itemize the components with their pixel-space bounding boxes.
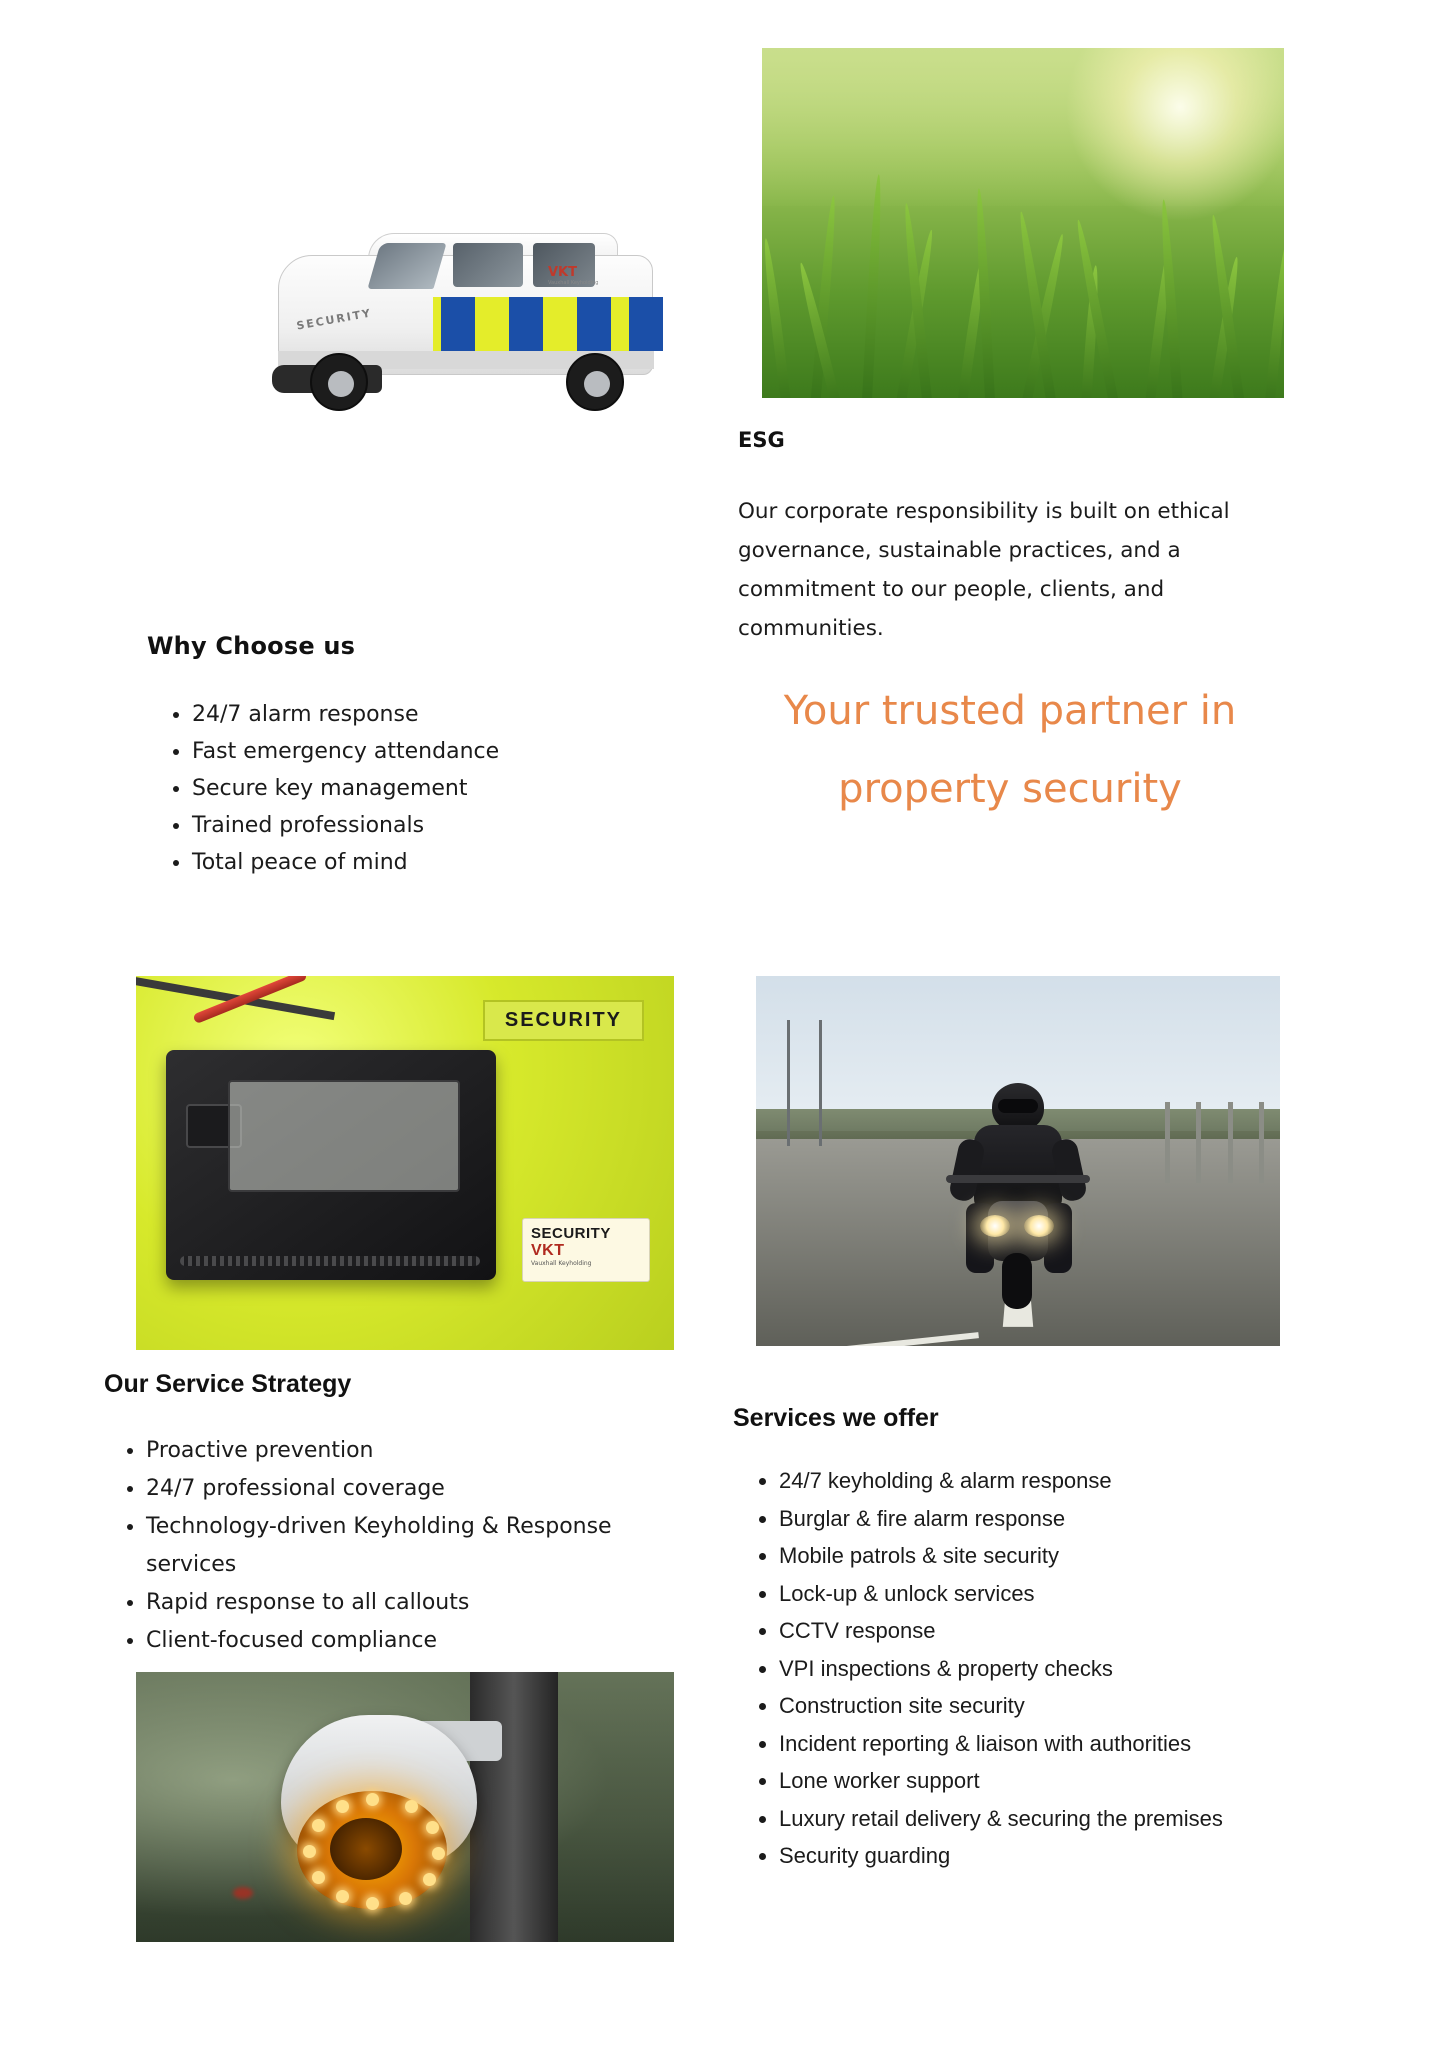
- motorbike-rider: [940, 1083, 1096, 1313]
- list-item: • Client-focused compliance: [146, 1622, 692, 1660]
- camera-lens: [330, 1818, 402, 1880]
- list-item: • Rapid response to all callouts: [146, 1584, 692, 1622]
- van-logo: [548, 265, 598, 286]
- why-choose-us-list: [158, 696, 588, 881]
- rider-right-leg: [1044, 1203, 1072, 1273]
- headlight-left: [980, 1215, 1010, 1237]
- rider-torso: [974, 1125, 1062, 1211]
- esg-body-text: Our corporate responsibility is built on ethical governance, sustainable practices, and a commitment to our people, clients, and communities.: [738, 499, 1230, 641]
- van-windscreen: [367, 243, 446, 289]
- van-logo-text: VKT: [548, 265, 578, 280]
- helmet-visor: [998, 1099, 1038, 1113]
- van-livery-blue-blocks: [433, 297, 655, 351]
- list-item: • CCTV response: [779, 1612, 1345, 1650]
- service-strategy-heading: Our Service Strategy: [104, 1370, 352, 1398]
- service-strategy-list: [112, 1432, 692, 1660]
- van-rear-wheel: [566, 353, 624, 411]
- front-wheel: [1002, 1253, 1032, 1309]
- list-item: • 24/7 alarm response: [192, 696, 588, 733]
- grass-field-photo: [762, 48, 1284, 398]
- list-item: • Proactive prevention: [146, 1432, 692, 1470]
- list-item: • Trained professionals: [192, 807, 588, 844]
- list-item: • Mobile patrols & site security: [779, 1537, 1345, 1575]
- tagline-text: Your trusted partner in property security: [783, 688, 1237, 812]
- lens-flare-spot: [233, 1887, 253, 1899]
- list-item: • Technology-driven Keyholding & Response services: [146, 1508, 692, 1584]
- list-item: • 24/7 keyholding & alarm response: [779, 1462, 1345, 1500]
- id-card-line-1: SECURITY: [531, 1225, 611, 1242]
- id-card-line-2: VKT: [531, 1242, 565, 1259]
- headlight-right: [1024, 1215, 1054, 1237]
- list-item: • Incident reporting & liaison with authorities: [779, 1725, 1345, 1763]
- key-pouch: [166, 1050, 496, 1280]
- list-item: • VPI inspections & property checks: [779, 1650, 1345, 1688]
- security-badge-patch: SECURITY: [483, 1000, 644, 1041]
- list-item: • Total peace of mind: [192, 844, 588, 881]
- list-item: • Luxury retail delivery & securing the premises: [779, 1800, 1345, 1838]
- van-front-wheel: [310, 353, 368, 411]
- list-item: • Construction site security: [779, 1687, 1345, 1725]
- list-item: • Burglar & fire alarm response: [779, 1500, 1345, 1538]
- list-item: • Security guarding: [779, 1837, 1345, 1875]
- id-card: [522, 1218, 650, 1282]
- pouch-zip: [180, 1256, 480, 1266]
- van-side-text: SECURITY: [295, 306, 374, 333]
- pouch-clear-window: [228, 1080, 460, 1192]
- esg-heading: ESG: [738, 428, 785, 452]
- list-item: • Lock-up & unlock services: [779, 1575, 1345, 1613]
- list-item: • Fast emergency attendance: [192, 733, 588, 770]
- services-we-offer-list: [745, 1462, 1345, 1875]
- van-illustration: [248, 225, 678, 420]
- motorbike-rider-photo: [756, 976, 1280, 1346]
- services-we-offer-heading: Services we offer: [733, 1404, 939, 1432]
- security-van-photo: [228, 180, 688, 470]
- why-choose-us-heading: Why Choose us: [147, 632, 356, 660]
- van-logo-subtext: Vauxhall Keyholding: [548, 280, 599, 286]
- id-card-line-3: Vauxhall Keyholding: [531, 1260, 592, 1267]
- handlebars: [946, 1175, 1090, 1183]
- cctv-camera-photo: [136, 1672, 674, 1942]
- list-item: • Lone worker support: [779, 1762, 1345, 1800]
- mounting-pole: [470, 1672, 558, 1942]
- list-item: • Secure key management: [192, 770, 588, 807]
- key-pouch-hi-vis-photo: [136, 976, 674, 1350]
- van-window-front: [453, 243, 523, 287]
- list-item: • 24/7 professional coverage: [146, 1470, 692, 1508]
